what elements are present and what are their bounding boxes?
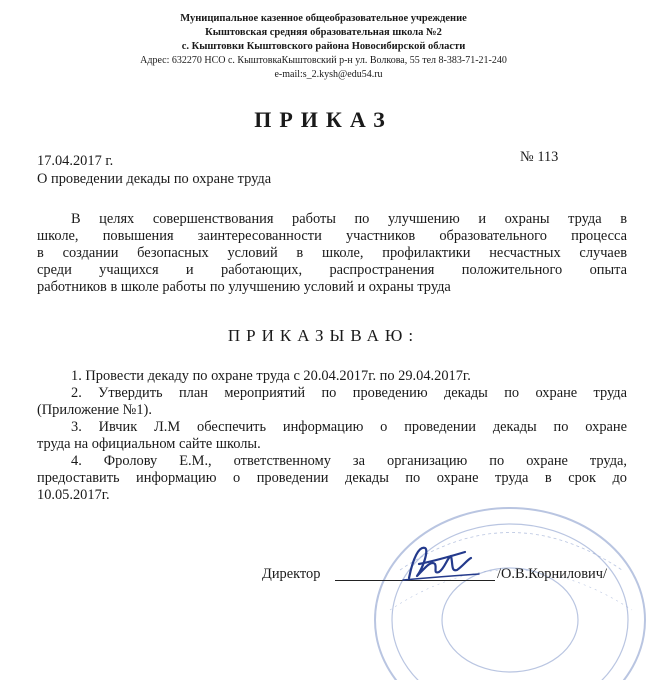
order-item-3: 3. Ивчик Л.М обеспечить информацию о проведении декады по охране [71, 419, 627, 435]
order-item-3-cont: труда на официальном сайте школы. [37, 436, 261, 452]
order-item-4: 4. Фролову Е.М., ответственному за организацию по охране труда, [71, 453, 627, 469]
seal-stamp-icon [360, 500, 647, 680]
school-address-line: Адрес: 632270 НСО с. КыштовкаКыштовский р-н ул. Волкова, 55 тел 8-383-71-21-240 [140, 55, 507, 66]
document-subject: О проведении декады по охране труда [37, 171, 272, 187]
document-number: № 113 [520, 149, 559, 165]
school-email-line: e-mail:s_2.kysh@edu54.ru [274, 69, 383, 80]
order-item-2: 2. Утвердить план мероприятий по проведению декады по охране труда [71, 385, 627, 401]
order-item-1: 1. Провести декаду по охране труда с 20.04.2017г. по 29.04.2017г. [71, 368, 471, 384]
handwritten-signature-icon [395, 538, 485, 588]
document-title: ПРИКАЗ [254, 107, 393, 132]
order-heading: ПРИКАЗЫВАЮ: [227, 326, 420, 345]
document-date: 17.04.2017 г. [37, 153, 114, 169]
preamble-line-3: в создании безопасных условий в школе, профилактики несчастных случаев [37, 245, 627, 261]
preamble-line-2: школе, повышения заинтересованности участников образовательного процесса [37, 228, 627, 244]
order-item-4-cont: предоставить информацию о проведении декады по охране труда в срок до [37, 470, 627, 486]
school-name-line: Кыштовская средняя образовательная школа №2 [205, 27, 442, 38]
school-location-line: с. Кыштовки Кыштовского района Новосибирской области [181, 41, 466, 52]
preamble-line-4: среди учащихся и работающих, распространения положительного опыта [37, 262, 627, 278]
signature-role: Директор [262, 566, 321, 582]
order-item-2-cont: (Приложение №1). [37, 402, 152, 418]
order-item-4-end: 10.05.2017г. [37, 487, 110, 503]
preamble-line-5: работников в школе работы по улучшению условий и охраны труда [37, 279, 451, 295]
signature-name: /О.В.Корнилович/ [497, 566, 607, 582]
preamble-line-1: В целях совершенствования работы по улучшению и охраны труда в [71, 211, 627, 227]
school-type-line: Муниципальное казенное общеобразовательное учреждение [180, 13, 467, 24]
